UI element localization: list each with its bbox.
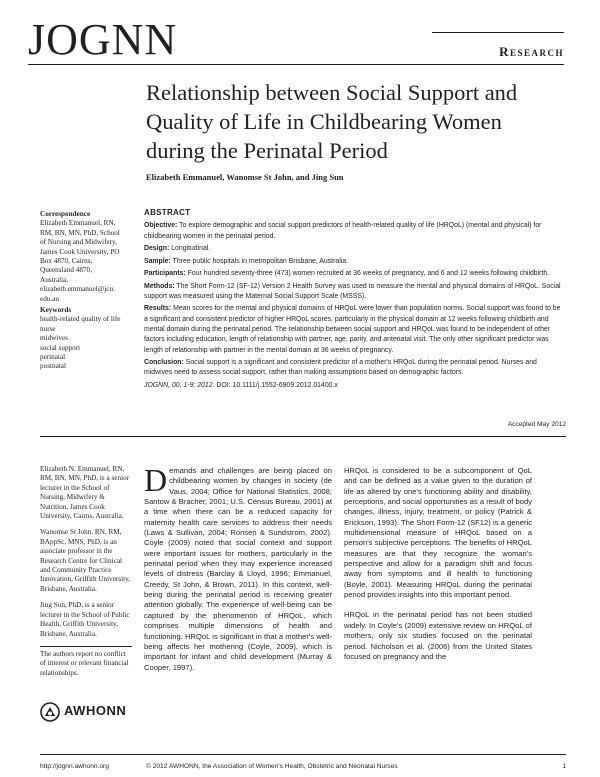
body-paragraph: HRQoL is considered to be a subcomponent of QoL and can be defined as a value given to the duration of life as altered by one's functioning ability and disability, perceptions, and social opportunities as a result of body changes, illness, injury, treatment, or policy (Patrick & Erickson, 1993). The Short Form-12 (SF12) is a generic multidimensional measure of HRQoL based on a person's subjective perceptions. The benefits of HRQoL measures are that they recognize the woman's perspective and allow for a paradigm shift and focus away from symptoms and ill health to functioning (Boyle, 2001). Measuring HRQoL during the perinatal period provides insights into this important period. <box>344 466 532 600</box>
awhonn-logo-mark-icon <box>40 702 60 722</box>
correspondence-line: Box 4870, Cairns, <box>40 257 93 266</box>
abstract-results-label: Results: <box>144 305 172 313</box>
correspondence-line: Australia. <box>40 275 69 284</box>
correspondence-line: Elizabeth Emmanuel, RN, <box>40 219 116 228</box>
abstract <box>144 208 566 393</box>
awhonn-logo <box>40 700 150 724</box>
page-number: 1 <box>562 763 566 770</box>
keywords-heading: Keywords <box>40 306 72 314</box>
keyword: health-related quality of life <box>40 315 121 324</box>
abstract-participants <box>144 269 566 279</box>
keywords-block <box>40 306 130 372</box>
abstract-design-label: Design: <box>144 245 170 253</box>
header-divider <box>28 64 564 65</box>
conflict-of-interest: The authors report no conflict of interest or relevant financial relationships. <box>40 650 129 677</box>
journal-name: JOGNN <box>28 15 178 64</box>
abstract-methods-text: The Short Form-12 (SF-12) Version 2 Health Survey was used to measure the mental and physical domains of HRQoL. Social support was measured using the Maternal Social Support Scale (MSSS). <box>144 282 561 300</box>
coi-divider <box>40 646 132 647</box>
footer-divider <box>40 754 566 755</box>
article-title: Relationship between Social Support and Quality of Life in Childbearing Women during the Perinatal Period <box>146 80 518 163</box>
abstract-conclusion-label: Conclusion: <box>144 358 184 366</box>
abstract-design <box>144 244 566 254</box>
abstract-heading: ABSTRACT <box>144 208 191 217</box>
drop-cap: D <box>144 462 168 498</box>
correspondence-email[interactable]: elizabeth.emmanuel@jcu. <box>40 285 115 294</box>
correspondence-heading: Correspondence <box>40 210 91 218</box>
correspondence-email[interactable]: edu.au <box>40 294 59 303</box>
body-column-1 <box>144 462 332 683</box>
abstract-participants-text: Four hundred seventy-three (473) women recruited at 36 weeks of pregnancy, and 6 and 12 weeks following childbirth. <box>187 270 550 278</box>
citation <box>144 381 566 391</box>
keyword: nurse <box>40 324 56 333</box>
citation-journal: JOGNN, 00, 1-9; 2012. <box>144 381 215 389</box>
keyword: perinatal <box>40 353 66 362</box>
abstract-sample-text: Three public hospitals in metropolitan Brisbane, Australia. <box>172 257 349 265</box>
abstract-objective-text: To explore demographic and social support predictors of health-related quality of life (HRQoL) (mental and physical) for childbearing women in the perinatal period. <box>144 222 542 240</box>
section-label: Research <box>499 44 564 59</box>
section-divider <box>432 32 564 33</box>
abstract-objective-label: Objective: <box>144 222 178 230</box>
author-bios <box>40 465 132 646</box>
abstract-sample-label: Sample: <box>144 257 171 265</box>
body-paragraph <box>144 462 332 673</box>
correspondence-line: of Nursing and Midwifery, <box>40 238 117 247</box>
body-paragraph-text: emands and challenges are being placed on childbearing women by changes in society (de Vaus, 2004; Office for National Statistics, 2008; Santow & Bracher, 2001; U.S. Census Bureau, 2001) at a time when there can be a reduced capacity for maternity health care services to address their needs (Laws & Sullivan, 2004; Ronsen & Sundstrom, 2002). Coyle (2009) noted that social context and support were important issues for mothers, particularly in the perinatal period when they may experience increased levels of distress (Barclay & Lloyd, 1996; Emmanuel, Creedy, St John, & Brown, 2011). In this context, well-being during the perinatal period is receiving greater attention globally. The experience of well-being can be captured by the phenomenon of HRQoL, which comprises multiple dimensions of health and functioning. HRQoL is significant in that a mother's well-being affects her mothering (Coyle, 2009), which is important for infant and child development (Murray & Cooper, 1997). <box>144 466 332 672</box>
awhonn-logo-text: AWHONN <box>64 703 127 718</box>
article-authors: Elizabeth Emmanuel, Wanomse St John, and Jing Sun <box>146 172 344 182</box>
footer-copyright: © 2012 AWHONN, the Association of Women's Health, Obstetric and Neonatal Nurses <box>146 763 398 770</box>
keyword: postnatal <box>40 362 66 371</box>
author-bio: Elizabeth N. Emmanuel, RN, RM, BN, MN, PhD, is a senior lecturer in the School of Nursing, Midwifery & Nutrition, James Cook University, Cairns, Australia. <box>40 465 130 521</box>
abstract-results-text: Mean scores for the mental and physical domains of HRQoL were lower than population norms. Social support was found to be a significant and consistent predictor of higher HRQoL scores, particularly in the physical domain at 12 weeks following childbirth and mental domain during the perinatal period. The relationship between social support and HRQoL was found to be independent of other factors including education, length of relationship with partner, age, parity, and antenatal visit. The only other significant predictor was length of relationship with partner in the mental domain at 36 weeks of pregnancy. <box>144 305 561 354</box>
abstract-conclusion-text: Social support is a significant and consistent predictor of a mother's HRQoL during the perinatal period. Nurses and midwives need to assess social support, rather than making assumptions based on demographic factors. <box>144 358 537 377</box>
abstract-divider <box>40 436 566 437</box>
abstract-conclusion <box>144 358 566 379</box>
abstract-objective <box>144 221 566 242</box>
correspondence-block <box>40 210 130 304</box>
abstract-results <box>144 304 566 355</box>
correspondence-line: Queensland 4870, <box>40 266 92 275</box>
abstract-participants-label: Participants: <box>144 270 186 278</box>
keyword: midwives <box>40 334 68 343</box>
abstract-methods <box>144 282 566 303</box>
body-paragraph: HRQoL in the perinatal period has not been studied widely. In Coyle's (2009) extensive review on HRQoL of mothers, only six studies focused on the perinatal period. Nicholson et al. (2006) from the United States focused on pregnancy and the <box>344 610 532 661</box>
abstract-design-text: Longitudinal. <box>171 245 211 253</box>
abstract-sample <box>144 257 566 267</box>
correspondence-line: RM, BN, MN, PhD, School <box>40 228 120 237</box>
abstract-methods-label: Methods: <box>144 282 175 290</box>
footer-url-link[interactable]: http://jognn.awhonn.org <box>40 763 109 770</box>
citation-doi[interactable]: DOI: 10.1111/j.1552-6909.2012.01400.x <box>216 381 338 389</box>
accepted-date: Accepted May 2012 <box>507 421 566 428</box>
author-bio: Jing Sun, PhD, is a senior lecturer in the School of Public Health, Griffith University, Brisbane, Australia. <box>40 601 130 638</box>
author-bio: Wanomse St John, RN, RM, BAppSc, MNS, PhD, is an associate professor in the Research Centre for Clinical and Community Practice Innovation, Griffith University, Brisbane, Australia. <box>40 528 131 593</box>
body-column-2 <box>344 466 532 672</box>
correspondence-line: James Cook University, PO <box>40 247 120 256</box>
keyword: social support <box>40 343 81 352</box>
